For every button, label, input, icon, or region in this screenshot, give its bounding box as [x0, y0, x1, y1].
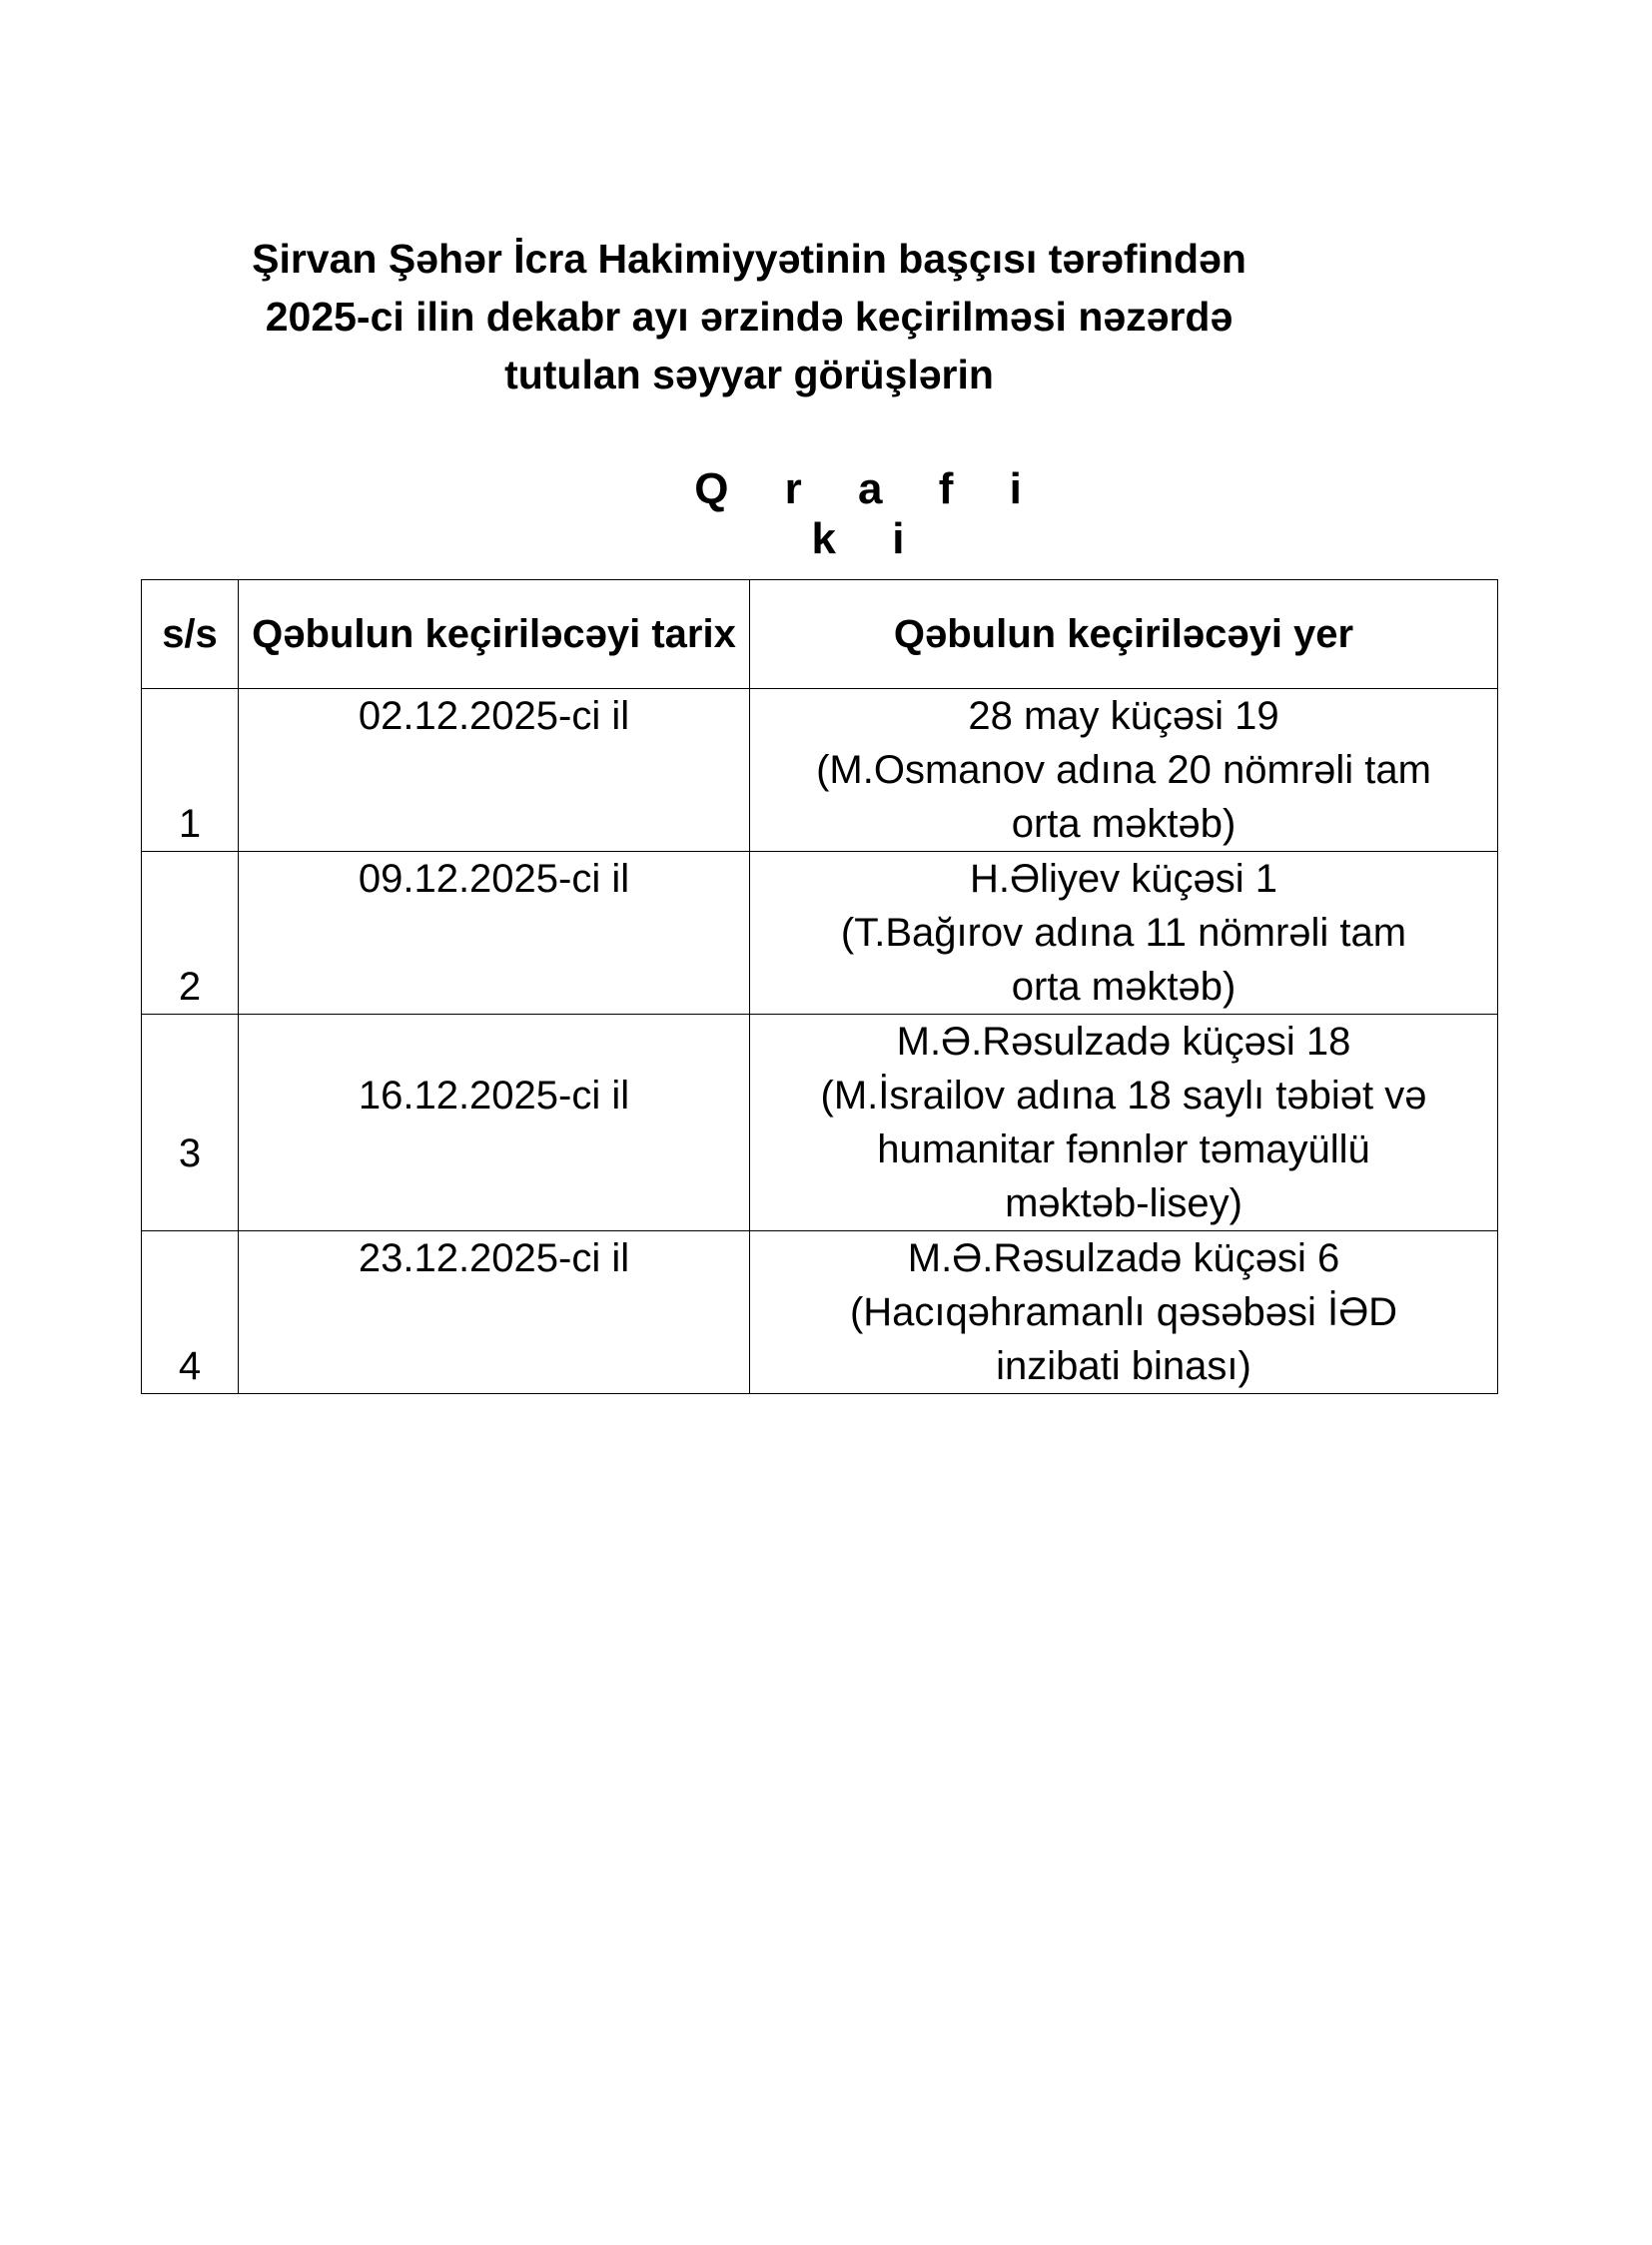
row-number: 1	[142, 689, 239, 852]
row-date: 02.12.2025-ci il	[239, 689, 750, 852]
row-place	[750, 689, 1498, 852]
title-line: tutulan səyyar görüşlərin	[504, 352, 994, 397]
place-line: 28 may küçəsi 19	[968, 694, 1279, 738]
document-title	[250, 230, 1248, 403]
table-row	[142, 1231, 1498, 1394]
place-line: (T.Bağırov adına 11 nömrəli tam	[840, 911, 1407, 955]
table-row	[142, 689, 1498, 852]
table-row	[142, 852, 1498, 1015]
row-place	[750, 852, 1498, 1015]
place-line: orta məktəb)	[1011, 965, 1237, 1009]
row-number: 3	[142, 1015, 239, 1231]
row-date: 16.12.2025-ci il	[239, 1015, 750, 1231]
row-number: 4	[142, 1231, 239, 1394]
place-line: H.Əliyev küçəsi 1	[970, 857, 1277, 901]
row-date: 09.12.2025-ci il	[239, 852, 750, 1015]
place-line: orta məktəb)	[1011, 802, 1237, 846]
row-number: 2	[142, 852, 239, 1015]
header-number: s/s	[142, 580, 239, 689]
row-date: 23.12.2025-ci il	[239, 1231, 750, 1394]
place-line: (Hacıqəhramanlı qəsəbəsi İƏD	[849, 1290, 1398, 1334]
document-subtitle: Q r a f i k i	[694, 464, 1044, 563]
row-place	[750, 1231, 1498, 1394]
table-row	[142, 1015, 1498, 1231]
header-date: Qəbulun keçiriləcəyi tarix	[239, 580, 750, 689]
title-line: 2025-ci ilin dekabr ayı ərzində keçirilməsi nəzərdə	[265, 294, 1234, 340]
header-place: Qəbulun keçiriləcəyi yer	[750, 580, 1498, 689]
place-line: M.Ə.Rəsulzadə küçəsi 6	[907, 1236, 1340, 1280]
place-line: M.Ə.Rəsulzadə küçəsi 18	[896, 1020, 1351, 1064]
row-place	[750, 1015, 1498, 1231]
place-line: məktəb-lisey)	[1005, 1181, 1242, 1225]
place-line: (M.Osmanov adına 20 nömrəli tam	[816, 748, 1431, 792]
title-line: Şirvan Şəhər İcra Hakimiyyətinin başçısı tərəfindən	[252, 236, 1246, 282]
place-line: (M.İsrailov adına 18 saylı təbiət və	[820, 1074, 1427, 1118]
schedule-table	[141, 579, 1498, 1394]
place-line: humanitar fənnlər təmayüllü	[877, 1127, 1370, 1171]
table-header-row	[142, 580, 1498, 689]
place-line: inzibati binası)	[996, 1344, 1251, 1388]
